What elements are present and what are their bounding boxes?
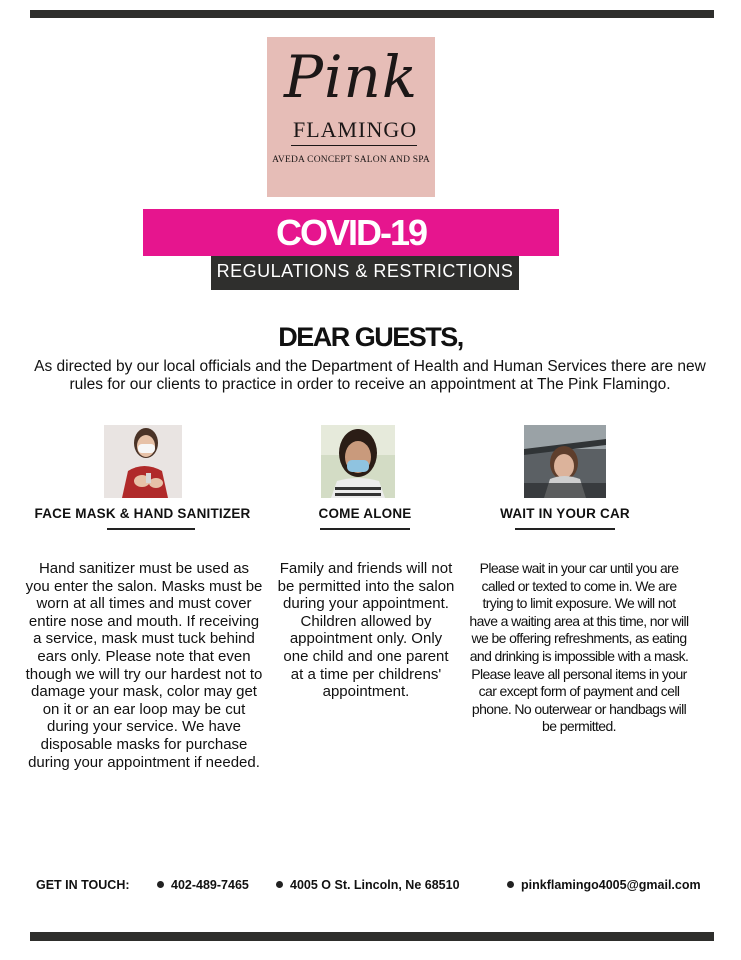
heading-underline	[515, 528, 615, 530]
top-rule	[30, 10, 714, 18]
contact-address-item	[276, 878, 460, 892]
bullet-icon	[157, 881, 164, 888]
contact-label: GET IN TOUCH:	[36, 878, 130, 892]
section-heading-wait-in-car: WAIT IN YOUR CAR	[500, 506, 630, 521]
bottom-rule	[30, 932, 714, 941]
logo-script-text: Pink	[283, 43, 419, 111]
contact-phone-item[interactable]	[157, 878, 249, 892]
heading-underline	[320, 528, 410, 530]
intro-paragraph: As directed by our local officials and the Department of Health and Human Services there are new rules for our clients to practice in order to receive an appointment at The Pink Flamingo.	[34, 358, 706, 393]
section-heading-face-mask: FACE MASK & HAND SANITIZER	[34, 506, 251, 521]
greeting-heading: DEAR GUESTS,	[278, 322, 463, 352]
come-alone-photo	[321, 425, 395, 498]
phone-number[interactable]: 402-489-7465	[171, 878, 249, 892]
logo-divider	[291, 145, 417, 146]
section-heading-come-alone: COME ALONE	[318, 506, 412, 521]
email-address[interactable]: pinkflamingo4005@gmail.com	[521, 878, 701, 892]
wait-in-car-photo	[524, 425, 606, 498]
covid-title-banner: COVID-19	[143, 209, 559, 256]
street-address: 4005 O St. Lincoln, Ne 68510	[290, 878, 460, 892]
bullet-icon	[276, 881, 283, 888]
heading-underline	[107, 528, 195, 530]
pink-flamingo-logo	[267, 37, 435, 197]
bullet-icon	[507, 881, 514, 888]
logo-caps-text: FLAMINGO	[293, 117, 418, 142]
face-mask-rules-text: Hand sanitizer must be used as you enter the salon. Masks must be worn at all times and must cover entire nose and mouth. If receiving a service, mask must tuck behind ears only. Please note that even though we will try our hardest not to damage your mask, color may get on it or an ear loop may be cut during your service. We have disposable masks for purchase during your appointment if needed.	[25, 560, 263, 771]
regulations-subtitle: REGULATIONS & RESTRICTIONS	[211, 256, 519, 290]
logo-tagline: AVEDA CONCEPT SALON AND SPA	[272, 155, 430, 165]
come-alone-rules-text: Family and friends will not be permitted into the salon during your appointment. Children allowed by appointment only. Only one child and one parent at a time per childrens' appointment.	[277, 560, 455, 701]
wait-in-car-rules-text: Please wait in your car until you are called or texted to come in. We are trying to limit exposure. We will not have a waiting area at this time, nor will we be offering refreshments, as eating and drinking is impossible with a mask. Please leave all personal items in your car except form of payment and cell phone. No outerwear or handbags will be permitted.	[469, 560, 689, 735]
contact-email-item[interactable]	[507, 878, 701, 892]
face-mask-sanitizer-photo	[104, 425, 182, 498]
